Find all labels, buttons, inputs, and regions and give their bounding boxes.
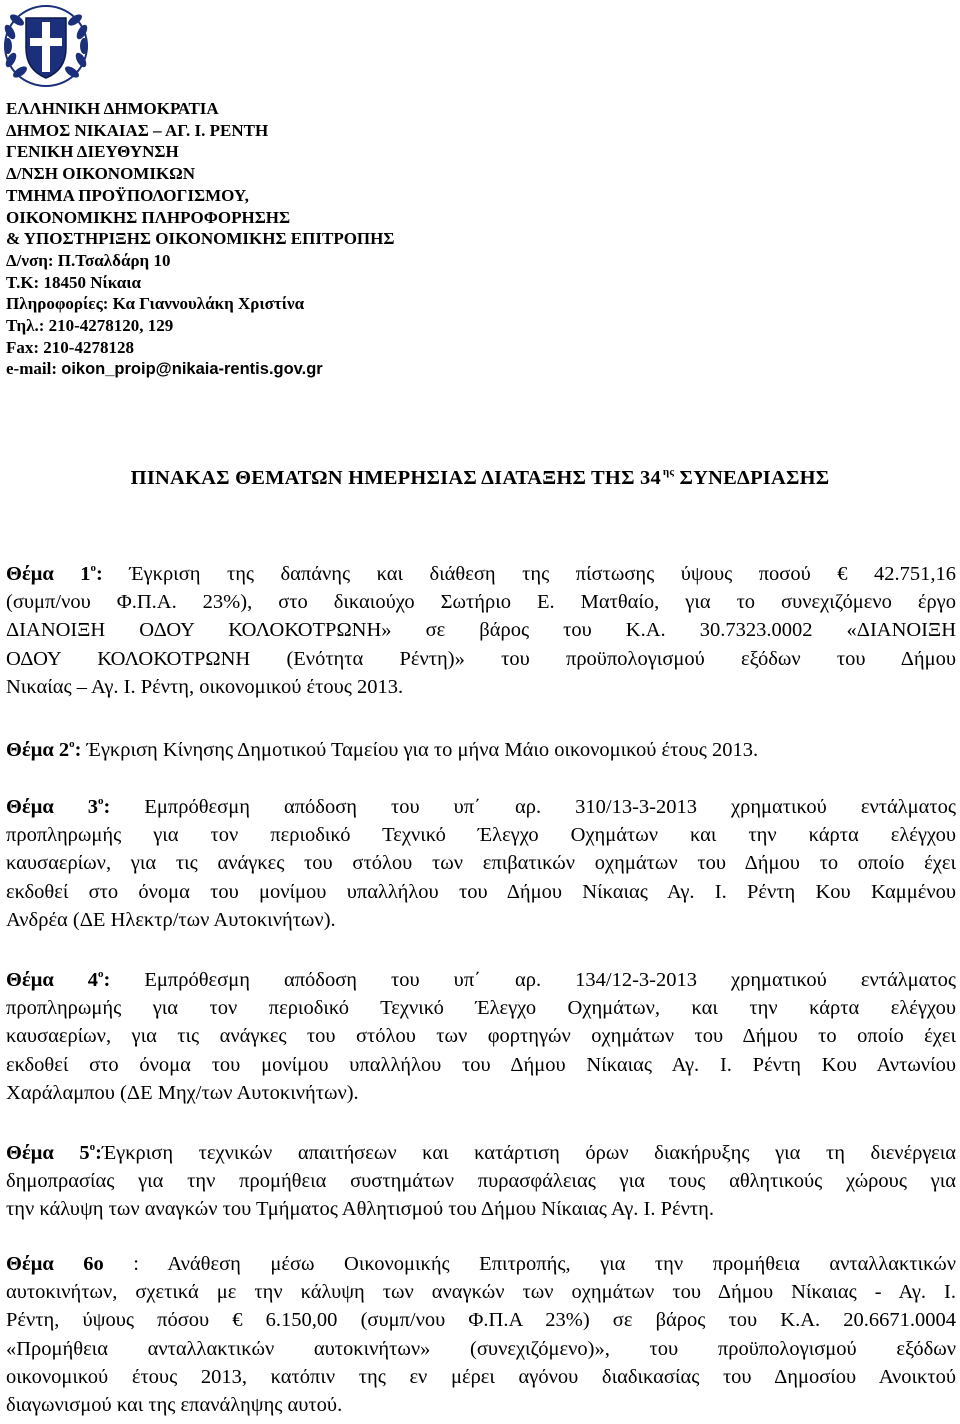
agenda-item-1	[6, 554, 956, 701]
item-text: Έγκριση της δαπάνης και διάθεση της πίστωσης ύψους ποσού € 42.751,16	[102, 563, 956, 585]
header-line: ΓΕΝΙΚΗ ΔΙΕΥΘΥΝΣΗ	[6, 142, 179, 162]
item-line: οικονομικού έτους 2013, κατόπιν της εν μέρει αγόνου διαδικασίας του Δημοσίου Ανοικτού	[6, 1365, 956, 1388]
item-line: Χαράλαμπου (ΔΕ Μηχ/των Αυτοκινήτων).	[6, 1081, 359, 1104]
email-line	[6, 358, 395, 381]
item-line: δημοπρασίας για την προμήθεια συστημάτων πυρασφάλειας για τους αθλητικούς χώρους για	[6, 1170, 956, 1193]
item-line	[6, 787, 956, 821]
item-colon: :	[103, 796, 111, 818]
title-superscript: ης	[662, 466, 675, 478]
item-line: την κάλυψη των αναγκών του Τμήματος Αθλητισμού του Δήμου Νίκαιας Αγ. Ι. Ρέντη.	[6, 1198, 715, 1221]
item-label: Θέμα 5	[6, 1142, 90, 1164]
item-label: Θέμα 6ο	[6, 1253, 104, 1275]
letterhead	[6, 98, 395, 381]
item-label-sup: ο	[98, 968, 104, 980]
item-text: Έγκριση Κίνησης Δημοτικού Ταμείου για το μήνα Μάιο οικονομικού έτους 2013.	[86, 739, 759, 761]
item-text: Εμπρόθεσμη απόδοση του υπ΄ αρ. 134/12-3-2013 χρηματικού εντάλματος	[110, 969, 956, 991]
item-line: αυτοκινήτων, σχετικά με την κάλυψη των αναγκών των οχημάτων του Δήμου Νίκαιας - Αγ. Ι.	[6, 1281, 956, 1304]
item-colon: :	[95, 1142, 102, 1164]
item-label: Θέμα 1	[6, 563, 91, 585]
title-text: ΠΙΝΑΚΑΣ ΘΕΜΑΤΩΝ ΗΜΕΡΗΣΙΑΣ ΔΙΑΤΑΞΗΣ ΤΗΣ 34	[130, 467, 661, 489]
header-line: Πληροφορίες: Κα Γιαννουλάκη Χριστίνα	[6, 294, 305, 314]
item-line	[6, 960, 956, 994]
email-address-link[interactable]: oikon_proip@nikaia-rentis.gov.gr	[61, 360, 323, 379]
item-line: εκδοθεί στο όνομα του μονίμου υπαλλήλου του Δήμου Νίκαιας Αγ. Ι. Ρέντη Κου Αντωνίου	[6, 1053, 956, 1076]
header-line: Τηλ.: 210-4278120, 129	[6, 316, 174, 336]
item-line: Ρέντη, ύψους πόσου € 6.150,00 (συμπ/νου Φ.Π.Α 23%) σε βάρος του Κ.Α. 20.6671.0004	[6, 1309, 956, 1332]
header-line: Δ/ΝΣΗ ΟΙΚΟΝΟΜΙΚΩΝ	[6, 164, 196, 184]
header-line: Fax: 210-4278128	[6, 337, 134, 357]
item-line: προπληρωμής για τον περιοδικό Τεχνικό Έλεγχο Οχημάτων, και την κάρτα ελέγχου	[6, 997, 956, 1020]
agenda-item-3	[6, 787, 956, 934]
item-label: Θέμα 3	[6, 796, 99, 818]
item-line: προπληρωμής για τον περιοδικό Τεχνικό Έλεγχο Οχημάτων και την κάρτα ελέγχου	[6, 824, 956, 847]
item-label: Θέμα 4	[6, 969, 99, 991]
item-colon: :	[74, 739, 82, 761]
item-line: (συμπ/νου Φ.Π.Α. 23%), στο δικαιούχο Σωτήριο Ε. Ματθαίο, για το συνεχιζόμενο έργο	[6, 591, 956, 614]
item-line: Ανδρέα (ΔΕ Ηλεκτρ/των Αυτοκινήτων).	[6, 908, 336, 931]
header-line: Τ.Κ: 18450 Νίκαια	[6, 272, 141, 292]
item-line: ΔΙΑΝΟΙΞΗ ΟΔΟΥ ΚΟΛΟΚΟΤΡΩΝΗ» σε βάρος του Κ.Α. 30.7323.0002 «ΔΙΑΝΟΙΞΗ	[6, 619, 956, 642]
item-text: Εμπρόθεσμη απόδοση του υπ΄ αρ. 310/13-3-2013 χρηματικού εντάλματος	[110, 796, 956, 818]
greek-state-emblem-icon	[2, 2, 90, 88]
item-label-sup: ο	[69, 738, 75, 750]
item-line	[6, 1133, 956, 1167]
page-title	[0, 466, 960, 490]
item-colon: :	[103, 969, 111, 991]
header-line: Δ/νση: Π.Τσαλδάρη 10	[6, 250, 171, 270]
item-line: ΟΔΟΥ ΚΟΛΟΚΟΤΡΩΝΗ (Ενότητα Ρέντη)» του προϋπολογισμού εξόδων του Δήμου	[6, 647, 956, 670]
item-colon: :	[96, 563, 103, 585]
header-line: ΔΗΜΟΣ ΝΙΚΑΙΑΣ – ΑΓ. Ι. ΡΕΝΤΗ	[6, 120, 269, 140]
item-line: καυσαερίων, για τις ανάγκες του στόλου των φορτηγών οχημάτων του Δήμου το οποίο έχει	[6, 1025, 956, 1048]
item-label: Θέμα 2	[6, 739, 70, 761]
item-label-sup: ο	[89, 1141, 96, 1153]
item-text: Έγκριση τεχνικών απαιτήσεων και κατάρτιση όρων διακήρυξης για τη διενέργεια	[101, 1142, 956, 1164]
item-label-sup: ο	[90, 562, 97, 574]
header-line: & ΥΠΟΣΤΗΡΙΞΗΣ ΟΙΚΟΝΟΜΙΚΗΣ ΕΠΙΤΡΟΠΗΣ	[6, 229, 395, 249]
item-text: Ανάθεση μέσω Οικονομικής Επιτροπής, για την προμήθεια ανταλλακτικών	[139, 1253, 956, 1275]
agenda-item-4	[6, 960, 956, 1107]
item-line: «Προμήθεια ανταλλακτικών αυτοκινήτων» (συνεχιζόμενο)», του προϋπολογισμού εξόδων	[6, 1337, 956, 1360]
header-line: ΟΙΚΟΝΟΜΙΚΗΣ ΠΛΗΡΟΦΟΡΗΣΗΣ	[6, 207, 291, 227]
item-line	[6, 1250, 956, 1278]
item-line	[6, 554, 956, 588]
title-text-end: ΣΥΝΕΔΡΙΑΣΗΣ	[674, 467, 830, 489]
agenda-item-5	[6, 1133, 956, 1224]
item-line: καυσαερίων, για τις ανάγκες του στόλου των επιβατικών οχημάτων του Δήμου το οποίο έχει	[6, 852, 956, 875]
item-colon: :	[103, 1253, 139, 1275]
item-line: εκδοθεί στο όνομα του μονίμου υπαλλήλου του Δήμου Νίκαιας Αγ. Ι. Ρέντη Κου Καμμένου	[6, 880, 956, 903]
email-label: e-mail:	[6, 359, 62, 379]
item-label-sup: ο	[98, 795, 104, 807]
item-line: Νικαίας – Αγ. Ι. Ρέντη, οικονομικού έτους 2013.	[6, 675, 404, 698]
header-line: ΕΛΛΗΝΙΚΗ ΔΗΜΟΚΡΑΤΙΑ	[6, 99, 219, 118]
agenda-item-6	[6, 1250, 956, 1419]
item-line: διαγωνισμού και της επανάληψης αυτού.	[6, 1394, 343, 1417]
header-line: ΤΜΗΜΑ ΠΡΟΫΠΟΛΟΓΙΣΜΟΥ,	[6, 185, 249, 205]
item-line	[6, 730, 956, 764]
agenda-item-2	[6, 730, 956, 764]
